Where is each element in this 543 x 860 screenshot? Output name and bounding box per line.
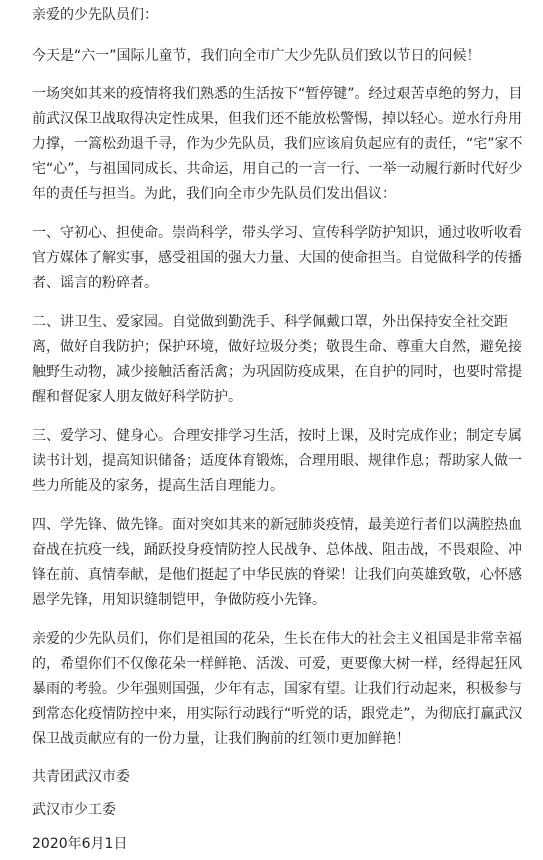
paragraph-greeting: 今天是“六一”国际儿童节，我们向全市广大少先队员们致以节日的问候！: [32, 48, 481, 64]
salutation: 亲爱的少先队员们：: [32, 7, 158, 23]
paragraph-point-2: 二、讲卫生、爱家园。自觉做到勤洗手、科学佩戴口罩，外出保持安全社交距离，做好自我防护；保护环境，做好垃圾分类；敬畏生命、尊重大自然，避免接触野生动物，减少接触活畜活禽；为巩固防疫成果，在自护的同时，也要时常提醒和督促家人朋友做好科学防护。: [32, 314, 522, 405]
paragraph-point-3: 三、爱学习、健身心。合理安排学习生活，按时上课，及时完成作业；制定专属读书计划，提高知识储备；适度体育锻炼，合理用眼、规律作息；帮助家人做一些力所能及的家务，提高生活自理能力。: [32, 428, 522, 494]
signature-org-2: 武汉市少工委: [32, 802, 116, 818]
paragraph-point-1: 一、守初心、担使命。崇尚科学，带头学习、宣传科学防护知识，通过收听收看官方媒体了解实事，感受祖国的强大力量、大国的使命担当。自觉做科学的传播者、谣言的粉碎者。: [32, 225, 522, 291]
paragraph-point-4: 四、学先锋、做先锋。面对突如其来的新冠肺炎疫情，最美逆行者们以满腔热血奋战在抗疫一线，踊跃投身疫情防控人民战争、总体战、阻击战，不畏艰险、冲锋在前、真情奉献，是他们挺起了中华民族的脊梁！让我们向英雄致敬，心怀感恩学先锋，用知识缝制铠甲，争做防疫小先锋。: [32, 517, 522, 608]
signature-date: 2020年6月1日: [32, 836, 128, 852]
paragraph-intro: 一场突如其来的疫情将我们熟悉的生活按下“暂停键”。经过艰苦卓绝的努力，目前武汉保卫战取得决定性成果，但我们还不能放松警惕，掉以轻心。逆水行舟用力撑，一篙松劲退千寻，作为少先队员，我们应该肩负起应有的责任，“宅”家不宅“心”，与祖国同成长、共命运，用自己的一言一行、一举一动履行新时代好少年的责任与担当。为此，我们向全市少先队员们发出倡议：: [32, 86, 523, 202]
paragraph-closing: 亲爱的少先队员们，你们是祖国的花朵，生长在伟大的社会主义祖国是非常幸福的，希望你们不仅像花朵一样鲜艳、活泼、可爱，更要像大树一样，经得起狂风暴雨的考验。少年强则国强，少年有志，国家有望。让我们行动起来，积极参与到常态化疫情防控中来，用实际行动践行“听党的话，跟党走”，为彻底打赢武汉保卫战贡献应有的一份力量，让我们胸前的红领巾更加鲜艳！: [32, 631, 523, 747]
signature-org-1: 共青团武汉市委: [32, 769, 130, 785]
